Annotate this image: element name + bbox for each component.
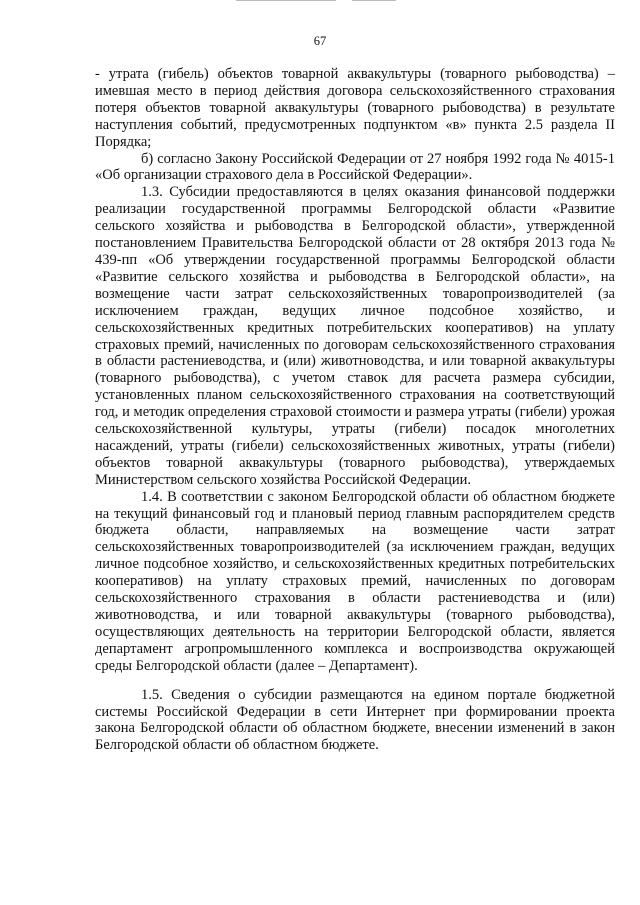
paragraph-loss-definition: - утрата (гибель) объектов товарной аквакультуры (товарного рыбоводства) – имевшая место в период действия договора сельскохозяйственного страхования потеря объектов товарной аквакультуры (товарного рыбоводства) в результате наступления событий, предусмотренных подпунктом «в» пункта 2.5 раздела II Порядка;: [95, 66, 615, 150]
page-number: 67: [313, 34, 327, 48]
paragraph-federal-law: б) согласно Закону Российской Федерации от 27 ноября 1992 года № 4015-1 «Об организации страхового дела в Российской Федерации».: [95, 150, 615, 184]
scan-edge-mark: [236, 0, 336, 1]
scan-edge-mark: [352, 0, 396, 1]
paragraph-1-5: 1.5. Сведения о субсидии размещаются на едином портале бюджетной системы Российской Федерации в сети Интернет при формировании проекта закона Белгородской области об областном бюджете, внесении изменений в закон Белгородской области об областном бюджете.: [95, 686, 615, 754]
paragraph-1-4: 1.4. В соответствии с законом Белгородской области об областном бюджете на текущий финансовый год и плановый период главным распорядителем средств бюджета области, направляемых на возмещение части затрат сельскохозяйственных товаропроизводителей (за исключением граждан, ведущих личное подсобное хозяйство, и сельскохозяйственных кредитных потребительских кооперативов) на уплату страховых премий, начисленных по договорам сельскохозяйственного страхования в области растениеводства и (или) животноводства, и или товарной аквакультуры (товарного рыбоводства), осуществляющих деятельность на территории Белгородской области, является департамент агропромышленного комплекса и воспроизводства окружающей среды Белгородской области (далее – Департамент).: [95, 488, 615, 674]
paragraph-1-3: 1.3. Субсидии предоставляются в целях оказания финансовой поддержки реализации государственной программы Белгородской области «Развитие сельского хозяйства и рыбоводства в Белгородской области», утвержденной постановлением Правительства Белгородской области от 28 октября 2013 года № 439-пп «Об утверждении государственной программы Белгородской области «Развитие сельского хозяйства и рыбоводства в Белгородской области», на возмещение части затрат сельскохозяйственных товаропроизводителей (за исключением граждан, ведущих личное подсобное хозяйство, и сельскохозяйственных кредитных потребительских кооперативов) на уплату страховых премий, начисленных по договорам сельскохозяйственного страхования в области растениеводства, и (или) животноводства, и или товарной аквакультуры (товарного рыбоводства), с учетом ставок для расчета размера субсидии, установленных планом сельскохозяйственного страхования на соответствующий год, и методик определения страховой стоимости и размера утраты (гибели) урожая сельскохозяйственной культуры, утраты (гибели) посадок многолетних насаждений, утраты (гибели) сельскохозяйственных животных, утраты (гибели) объектов товарной аквакультуры (товарного рыбоводства), утверждаемых Министерством сельского хозяйства Российской Федерации.: [95, 184, 615, 488]
document-body: [95, 66, 615, 754]
